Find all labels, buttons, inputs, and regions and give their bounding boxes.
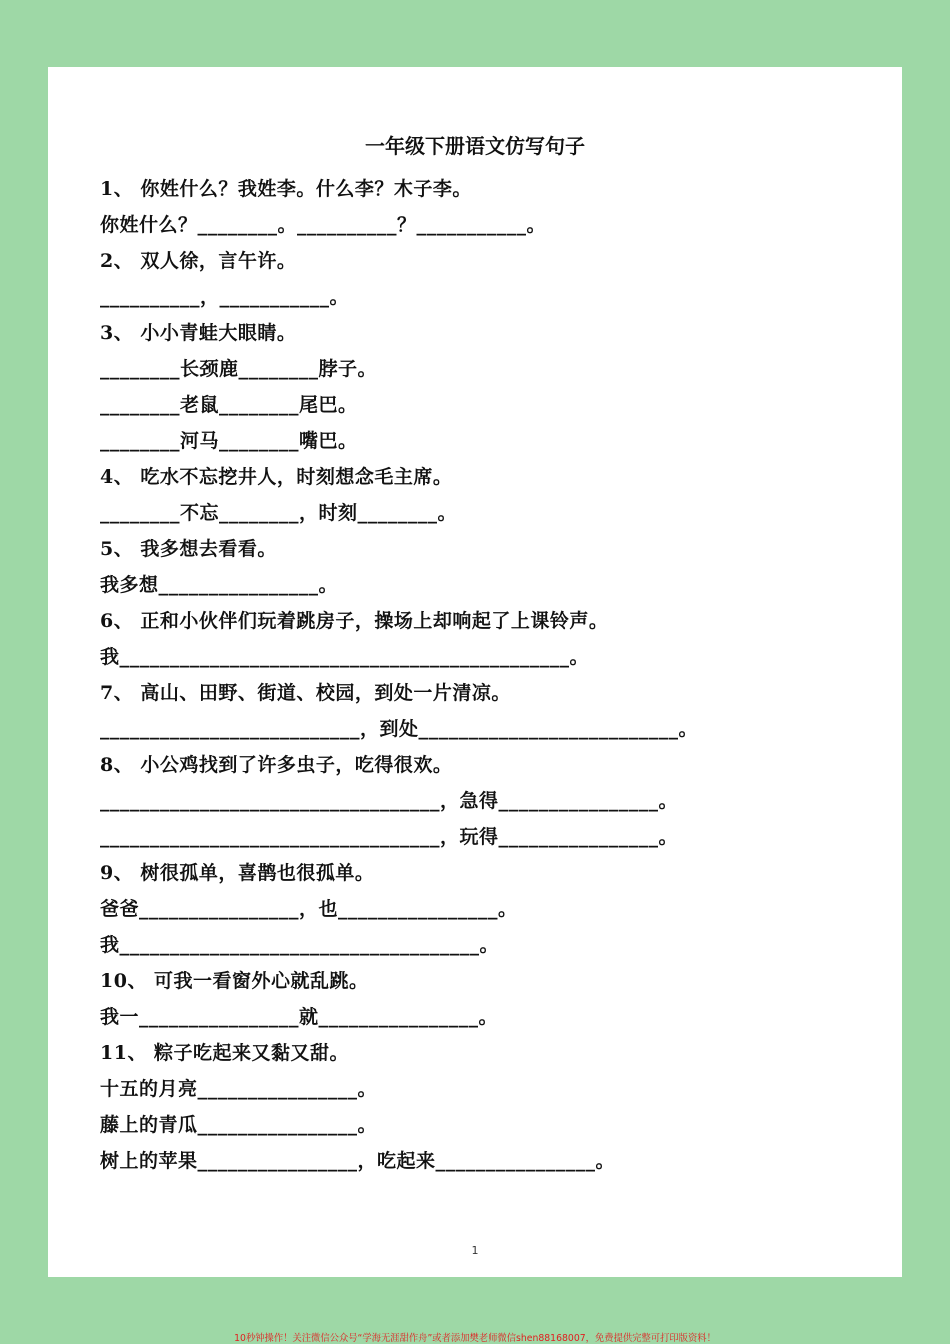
exercise-line: ________不忘________，时刻________。 xyxy=(100,502,458,524)
exercise-line: ________长颈鹿________脖子。 xyxy=(100,358,378,380)
promo-footer: 10秒钟操作！关注微信公众号“学海无涯甜作舟”或者添加樊老师微信shen88168007，免费提供完整可打印版资料！ xyxy=(234,1333,716,1344)
exercise-line: 11、 粽子吃起来又黏又甜。 xyxy=(100,1042,350,1064)
exercise-line: __________________________________，玩得________________。 xyxy=(100,826,679,848)
exercise-line: 6、 正和小伙伴们玩着跳房子，操场上却响起了上课铃声。 xyxy=(100,610,609,632)
page-title: 一年级下册语文仿写句子 xyxy=(365,134,585,158)
exercise-line: 我____________________________________。 xyxy=(100,934,500,956)
exercise-line: 10、 可我一看窗外心就乱跳。 xyxy=(100,970,369,992)
exercise-line: 十五的月亮________________。 xyxy=(100,1078,378,1100)
exercise-line: 我多想________________。 xyxy=(100,574,339,596)
exercise-line: __________，___________。 xyxy=(100,286,350,308)
exercise-line: ________老鼠________尾巴。 xyxy=(100,394,358,416)
exercise-line: 2、 双人徐，言午许。 xyxy=(100,250,297,272)
exercise-line: 树上的苹果________________，吃起来________________。 xyxy=(100,1150,616,1172)
exercise-line: 5、 我多想去看看。 xyxy=(100,538,277,560)
exercise-line: __________________________________，急得________________。 xyxy=(100,790,679,812)
exercise-line: 9、 树很孤单，喜鹊也很孤单。 xyxy=(100,862,375,884)
exercise-line: 藤上的青瓜________________。 xyxy=(100,1114,378,1136)
exercise-line: 我一________________就________________。 xyxy=(100,1006,499,1028)
exercise-line: 你姓什么？________。__________？___________。 xyxy=(100,214,547,236)
exercise-line: 我_____________________________________________。 xyxy=(100,646,590,668)
page-number: 1 xyxy=(471,1244,479,1257)
exercise-line: 3、 小小青蛙大眼睛。 xyxy=(100,322,297,344)
exercise-line: 1、 你姓什么？我姓李。什么李？木子李。 xyxy=(100,178,472,200)
exercise-line: 8、 小公鸡找到了许多虫子，吃得很欢。 xyxy=(100,754,453,776)
exercise-line: __________________________，到处__________________________。 xyxy=(100,718,699,740)
exercise-line: 7、 高山、田野、街道、校园，到处一片清凉。 xyxy=(100,682,511,704)
exercise-line: 4、 吃水不忘挖井人，时刻想念毛主席。 xyxy=(100,466,453,488)
exercise-line: ________河马________嘴巴。 xyxy=(100,430,358,452)
exercise-line: 爸爸________________，也________________。 xyxy=(100,898,518,920)
